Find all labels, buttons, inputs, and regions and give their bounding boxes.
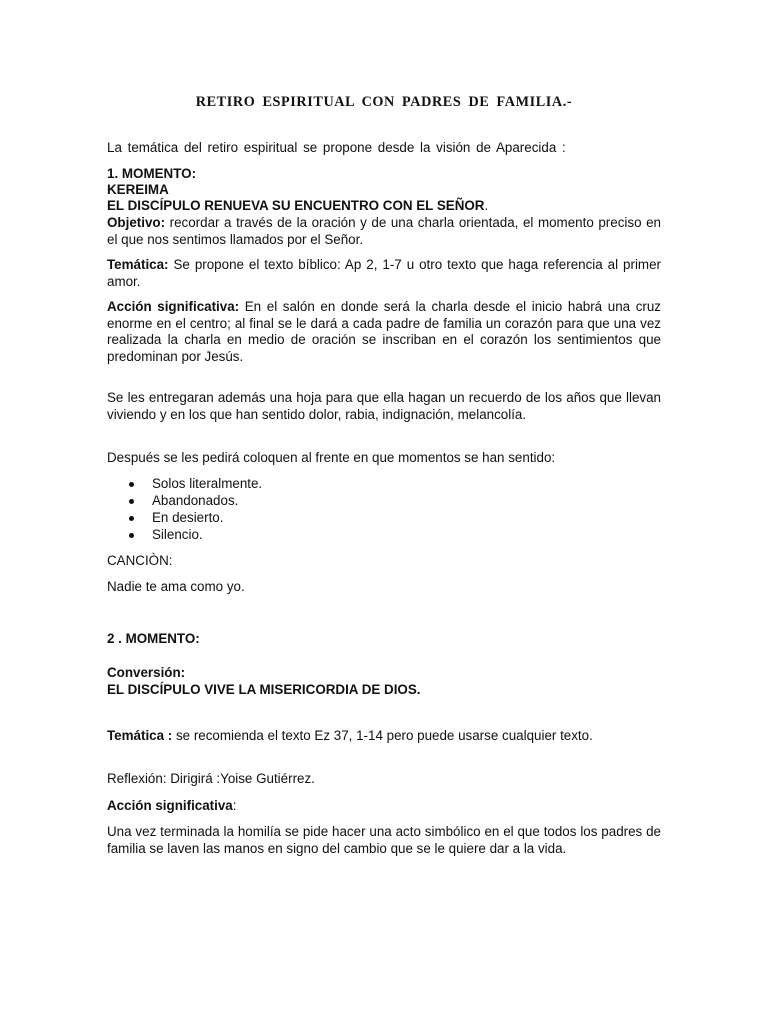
list-item-text: Silencio. [152, 527, 203, 542]
moment2-tematica-text: se recomienda el texto Ez 37, 1-14 pero puede usarse cualquier texto. [172, 728, 593, 743]
moment1-despues-paragraph: Después se les pedirá coloquen al frente en que momentos se han sentido: [107, 450, 556, 465]
moment1-name [107, 182, 661, 199]
tematica-label: Temática: [107, 257, 169, 272]
moment1-hoja-paragraph: Se les entregaran además una hoja para que ella hagan un recuerdo de los años que llevan viviendo y en los que han sentido dolor, rabia, indignación, melancolía. [107, 390, 661, 422]
objetivo-text: recordar a través de la oración y de una charla orientada, el momento preciso en el que nos sentimos llamados por el Señor. [107, 215, 661, 247]
list-item-text: Solos literalmente. [152, 476, 263, 491]
moment1-heading [107, 166, 661, 183]
cancion-title: Nadie te ama como yo. [107, 579, 245, 594]
document-title: RETIRO ESPIRITUAL CON PADRES DE FAMILIA.- [195, 94, 573, 110]
moment1-objetivo-paragraph [107, 215, 661, 248]
cancion-label: CANCIÒN: [107, 553, 173, 568]
moment2-accion-label: Acción significativa [107, 798, 233, 813]
list-item-text: En desierto. [152, 510, 224, 525]
bullet-icon [129, 482, 134, 487]
moment1-subtitle-text: EL DISCÍPULO RENUEVA SU ENCUENTRO CON EL SEÑOR [107, 198, 485, 213]
list-item [107, 510, 407, 527]
feelings-list [107, 476, 407, 544]
moment1-accion-paragraph [107, 299, 661, 365]
moment1-name-text: KEREIMA [107, 182, 169, 197]
moment2-tematica-paragraph [107, 728, 661, 745]
list-item-text: Abandonados. [152, 493, 239, 508]
moment2-reflexion: Reflexión: Dirigirá :Yoise Gutiérrez. [107, 771, 315, 786]
moment2-accion-colon: : [232, 798, 237, 813]
moment1-subtitle-period: . [484, 198, 489, 213]
objetivo-label: Objetivo: [107, 215, 166, 230]
moment2-tematica-label: Temática : [107, 728, 173, 743]
list-item [107, 527, 407, 544]
moment2-subtitle-text: EL DISCÍPULO VIVE LA MISERICORDIA DE DIOS. [107, 682, 421, 697]
moment1-tematica-paragraph [107, 257, 661, 290]
moment2-subtitle [107, 682, 661, 699]
list-item [107, 493, 407, 510]
moment2-accion-paragraph: Una vez terminada la homilía se pide hacer una acto simbólico en el que todos los padres de familia se laven las manos en signo del cambio que se le quiere dar a la vida. [107, 824, 661, 856]
moment2-name [107, 665, 661, 682]
bullet-icon [129, 499, 134, 504]
accion-text: En el salón en donde será la charla desde el inicio habrá una cruz enorme en el centro; al final se le dará a cada padre de familia un corazón para que una vez realizada la charla en medio de oración se inscriban en el corazón los sentimientos que predominan por Jesús. [107, 299, 662, 364]
bullet-icon [129, 533, 134, 538]
list-item [107, 476, 407, 493]
accion-label: Acción significativa: [107, 299, 240, 314]
moment2-name-text: Conversión: [107, 665, 186, 680]
moment2-heading [107, 631, 661, 648]
moment1-heading-text: 1. MOMENTO: [107, 166, 197, 181]
moment2-heading-text: 2 . MOMENTO: [107, 631, 200, 646]
moment2-accion-heading [107, 798, 661, 815]
intro-paragraph: La temática del retiro espiritual se propone desde la visión de Aparecida : [107, 140, 566, 155]
tematica-text: Se propone el texto bíblico: Ap 2, 1-7 u otro texto que haga referencia al primer amor. [107, 257, 661, 289]
bullet-icon [129, 516, 134, 521]
moment1-subtitle [107, 198, 661, 215]
